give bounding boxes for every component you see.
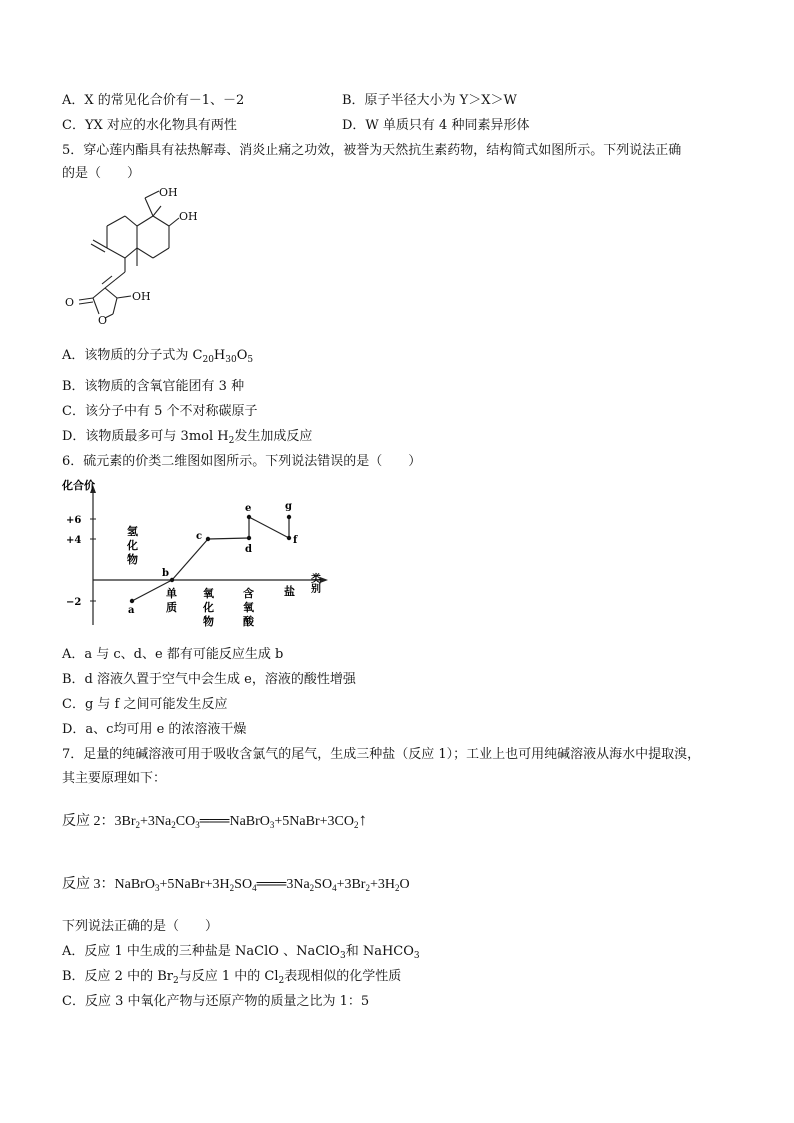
hydroxyl-label-3: OH [132,290,151,303]
q6-stem: 6．硫元素的价类二维图如图所示。下列说法错误的是（ ） [62,454,422,469]
label-g: g [285,501,292,512]
cat-oxide-3: 物 [203,615,214,628]
q4-option-a: A．X 的常见化合价有－1、－2 [62,93,245,108]
q4-option-d: D．W 单质只有 4 种同素异形体 [342,118,530,133]
ytick-plus6: +6 [66,515,82,526]
sulfur-valence-class-chart [60,477,340,637]
cat-acid-1: 含 [243,587,254,600]
point-b [170,578,174,582]
cat-element-2: 质 [166,601,177,614]
line-c-d [208,538,249,539]
label-f: f [293,535,298,546]
chart-y-label: 化合价 [62,479,95,492]
q7-question: 下列说法正确的是（ ） [62,919,219,934]
cat-hydride-3: 物 [127,553,138,566]
line-e-f [249,517,289,538]
q4-option-b: B．原子半径大小为 Y＞X＞W [342,93,517,108]
cat-acid-2: 氧 [243,601,254,614]
carbonyl-oxygen-label: O [65,296,75,309]
q6-option-d: D．a、c均可用 e 的浓溶液干燥 [62,722,247,737]
point-g [287,515,291,519]
point-a [130,599,134,603]
q5-option-d: D．该物质最多可与 3mol $H_2$发生加成反应 [62,429,313,446]
q5-option-c: C．该分子中有 5 个不对称碳原子 [62,404,258,419]
q6-option-b: B．d 溶液久置于空气中会生成 e，溶液的酸性增强 [62,672,356,687]
ytick-plus4: +4 [66,535,82,546]
cat-element-1: 单 [166,587,177,600]
q7-option-b: B．反应 2 中的 $Br_2$与反应 1 中的 $Cl_2$表现相似的化学性质 [62,969,402,986]
chart-x-label: 类别 [308,573,320,593]
q5-structural-formula [55,188,215,338]
label-a: a [128,605,135,616]
cat-hydride-1: 氢 [127,525,138,538]
q5-stem-line2: 的是（ ） [62,166,141,181]
cat-oxide-1: 氧 [203,587,214,600]
label-d: d [245,544,252,555]
cat-hydride-2: 化 [127,539,138,552]
q4-option-c: C．YX 对应的水化物具有两性 [62,118,237,133]
q7-option-a: A．反应 1 中生成的三种盐是 NaClO 、NaClO$_3$和 NaHCO$_3$ [62,944,420,961]
hydroxyl-label-2: OH [179,210,198,223]
q6-option-a: A．a 与 c、d、e 都有可能反应生成 b [62,647,284,662]
q5-option-a: A．该物质的分子式为 $C_{20}H_{30}O_5$ [62,348,254,365]
point-c [206,537,210,541]
cat-salt: 盐 [284,585,295,598]
q6-option-c: C．g 与 f 之间可能发生反应 [62,697,228,712]
q7-option-c: C．反应 3 中氧化产物与还原产物的质量之比为 1：5 [62,994,370,1009]
label-c: c [196,531,203,542]
reaction-2-equation: 反应 2：$3Br_2+3Na_2CO_3═══NaBrO_3+5NaBr+3CO_2↑$ [62,810,367,830]
line-b-c [172,539,208,580]
q5-option-b: B．该物质的含氧官能团有 3 种 [62,379,245,394]
point-d [247,536,251,540]
q7-stem-line1: 7．足量的纯碱溶液可用于吸收含氯气的尾气，生成三种盐（反应 1）；工业上也可用纯碱溶液从海水中提取溴， [62,747,701,762]
q5-stem-line1: 5．穿心莲内酯具有祛热解毒、消炎止痛之功效，被誉为天然抗生素药物，结构简式如图所示。下列说法正确 [62,143,682,158]
cat-acid-3: 酸 [243,615,254,628]
q7-stem-line2: 其主要原理如下： [62,771,167,786]
point-f [287,536,291,540]
point-e [247,515,251,519]
label-e: e [245,503,252,514]
reaction-3-equation: 反应 3：$NaBrO_3+5NaBr+3H_2SO_4═══3Na_2SO_4+3Br_2+3H_2O$ [62,877,410,893]
label-b: b [162,568,169,579]
ytick-minus2: −2 [66,597,82,608]
hydroxyl-label-1: OH [159,188,178,199]
ring-oxygen-label: O [98,314,108,327]
cat-oxide-2: 化 [203,601,214,614]
